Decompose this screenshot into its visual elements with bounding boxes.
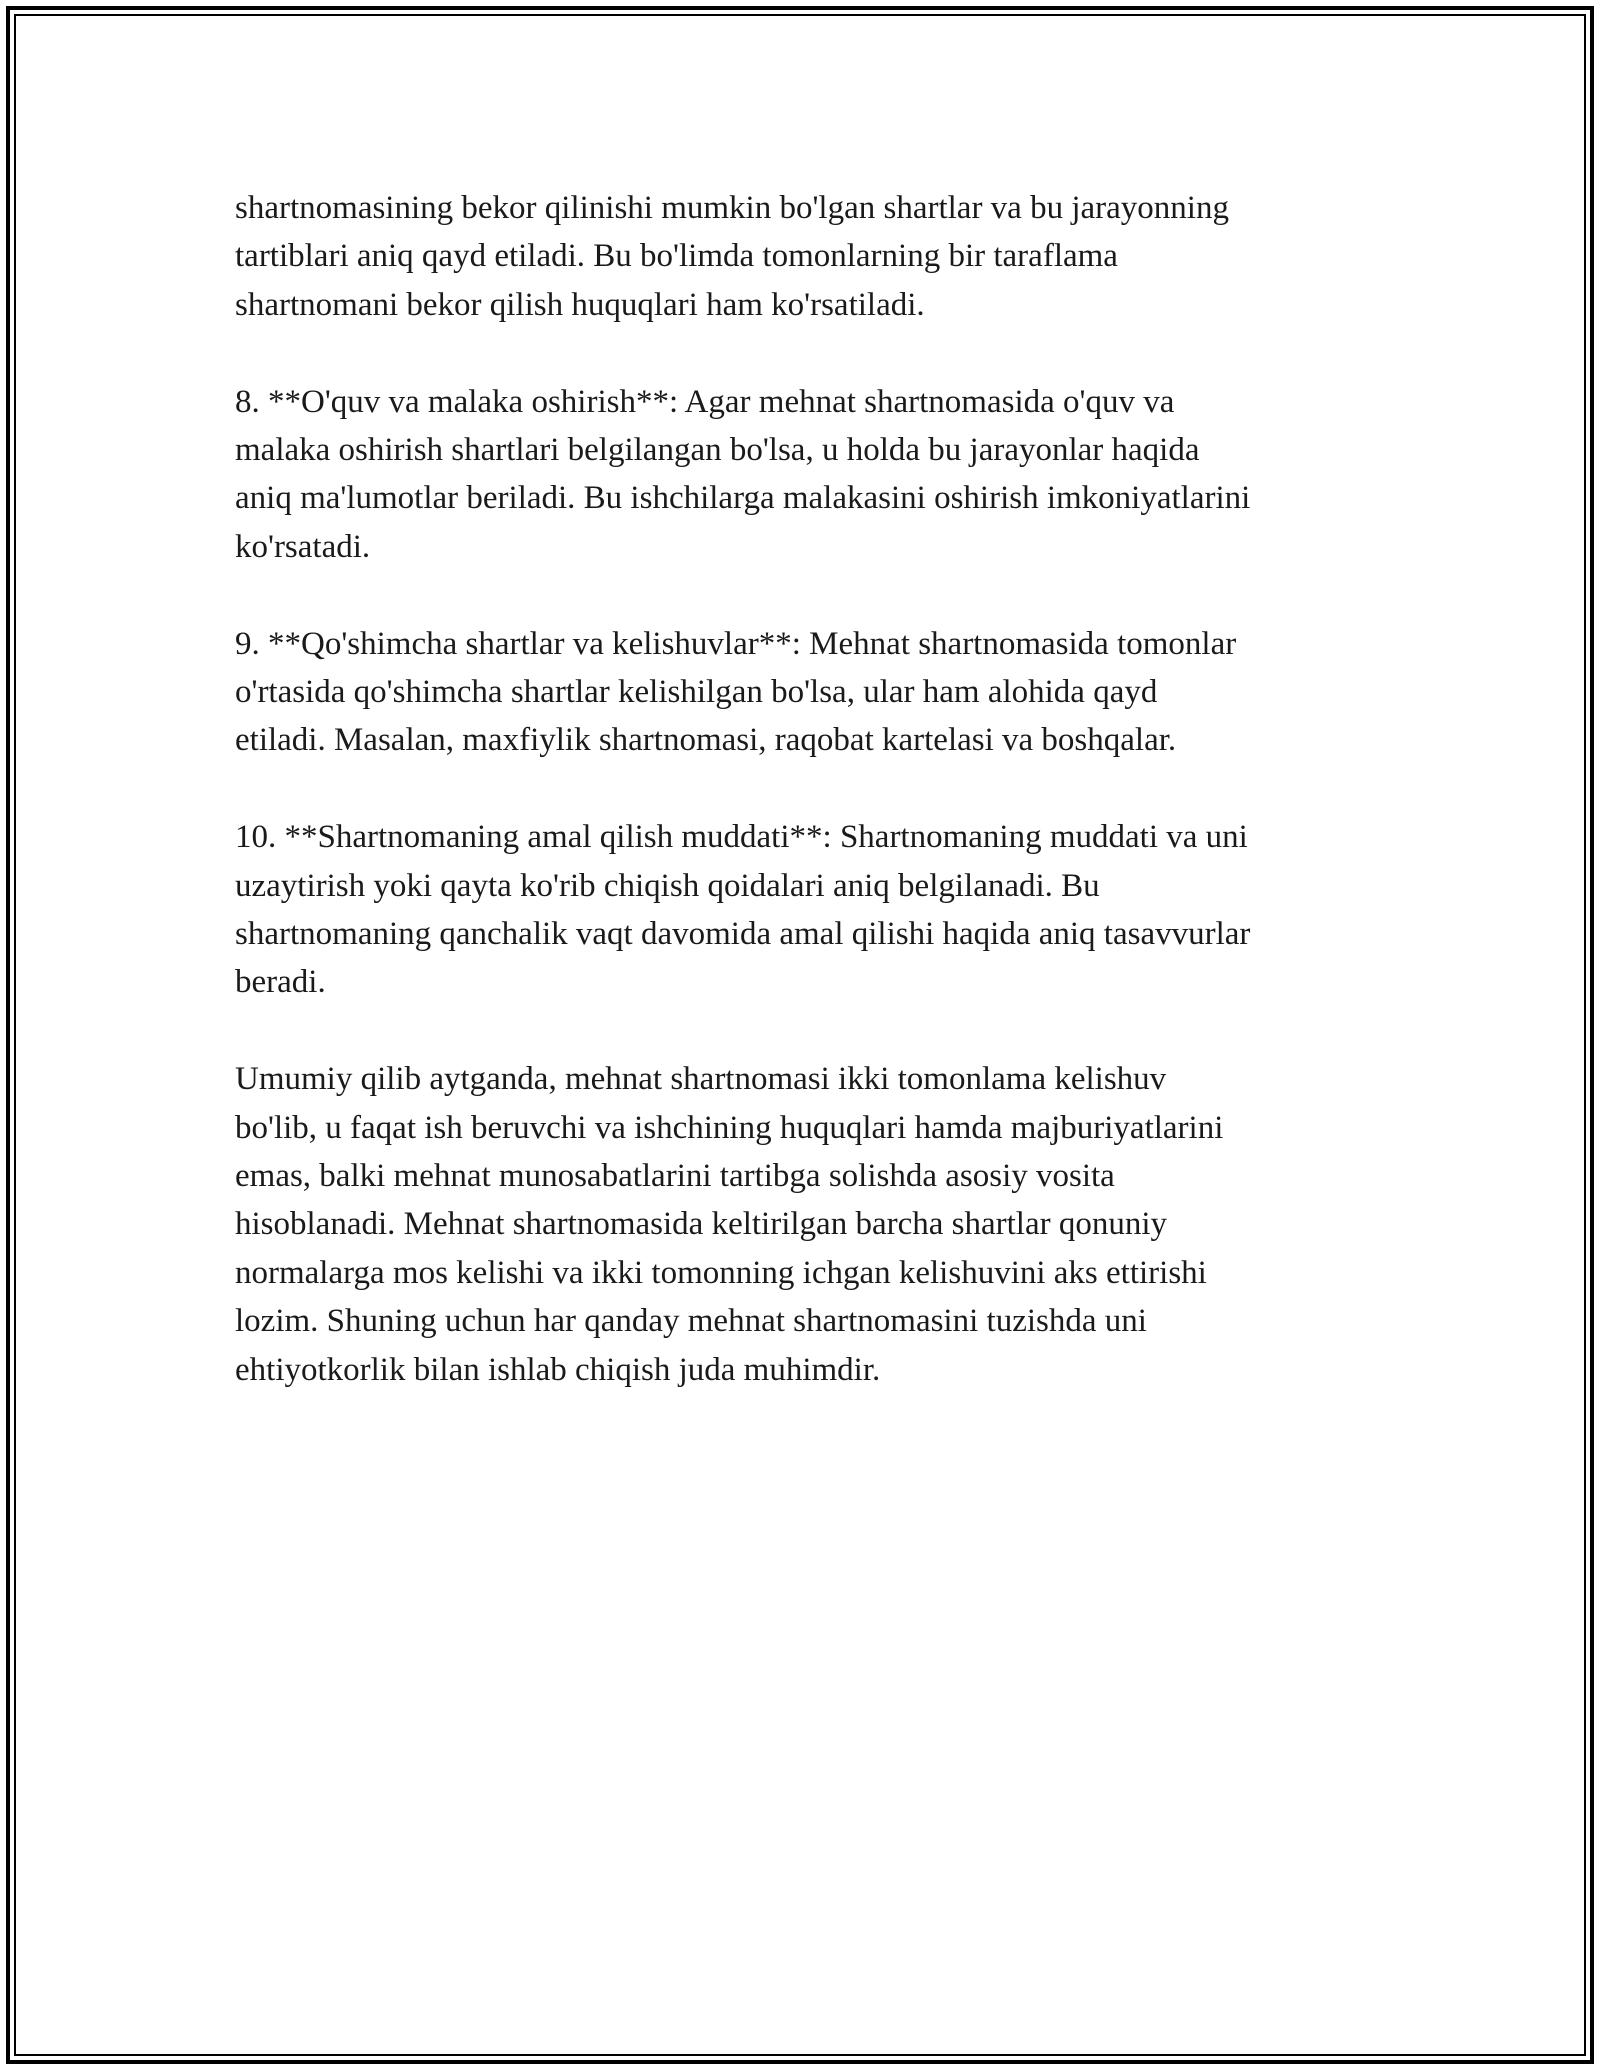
text-line: etiladi. Masalan, maxfiylik shartnomasi, raqobat kartelasi va boshqalar. [235,722,1177,759]
text-line: bo'lib, u faqat ish beruvchi va ishchining huquqlari hamda majburiyatlarini [235,1109,1224,1146]
document-body [235,184,1375,1442]
text-line: 8. **O'quv va malaka oshirish**: Agar mehnat shartnomasida o'quv va [235,383,1175,420]
paragraph-item-10 [235,813,1375,1007]
text-line: malaka oshirish shartlari belgilangan bo'lsa, u holda bu jarayonlar haqida [235,432,1200,469]
text-line: uzaytirish yoki qayta ko'rib chiqish qoidalari aniq belgilanadi. Bu [235,867,1100,904]
text-line: 9. **Qo'shimcha shartlar va kelishuvlar**: Mehnat shartnomasida tomonlar [235,625,1237,662]
text-line: normalarga mos kelishi va ikki tomonning ichgan kelishuvini aks ettirishi [235,1254,1207,1291]
text-line: hisoblanadi. Mehnat shartnomasida keltirilgan barcha shartlar qonuniy [235,1206,1167,1243]
paragraph-termination-continued [235,184,1375,329]
text-line: emas, balki mehnat munosabatlarini tartibga solishda asosiy vosita [235,1158,1115,1195]
text-line: aniq ma'lumotlar beriladi. Bu ishchilarga malakasini oshirish imkoniyatlarini [235,480,1251,517]
text-line: shartnomasining bekor qilinishi mumkin bo'lgan shartlar va bu jarayonning [235,190,1229,226]
text-line: tartiblari aniq qayd etiladi. Bu bo'limda tomonlarning bir taraflama [235,238,1118,275]
text-line: ko'rsatadi. [235,528,371,565]
text-line: o'rtasida qo'shimcha shartlar kelishilgan bo'lsa, ular ham alohida qayd [235,674,1158,711]
text-line: 10. **Shartnomaning amal qilish muddati**: Shartnomaning muddati va uni [235,819,1248,856]
text-line: Umumiy qilib aytganda, mehnat shartnomasi ikki tomonlama kelishuv [235,1061,1167,1098]
text-line: shartnomaning qanchalik vaqt davomida amal qilishi haqida aniq tasavvurlar [235,916,1251,953]
text-line: shartnomani bekor qilish huquqlari ham ko'rsatiladi. [235,286,925,323]
paragraph-item-9 [235,620,1375,765]
text-line: lozim. Shuning uchun har qanday mehnat shartnomasini tuzishda uni [235,1303,1147,1340]
text-line: beradi. [235,964,326,1001]
paragraph-item-8 [235,378,1375,572]
paragraph-conclusion [235,1055,1375,1394]
text-line: ehtiyotkorlik bilan ishlab chiqish juda muhimdir. [235,1351,881,1388]
